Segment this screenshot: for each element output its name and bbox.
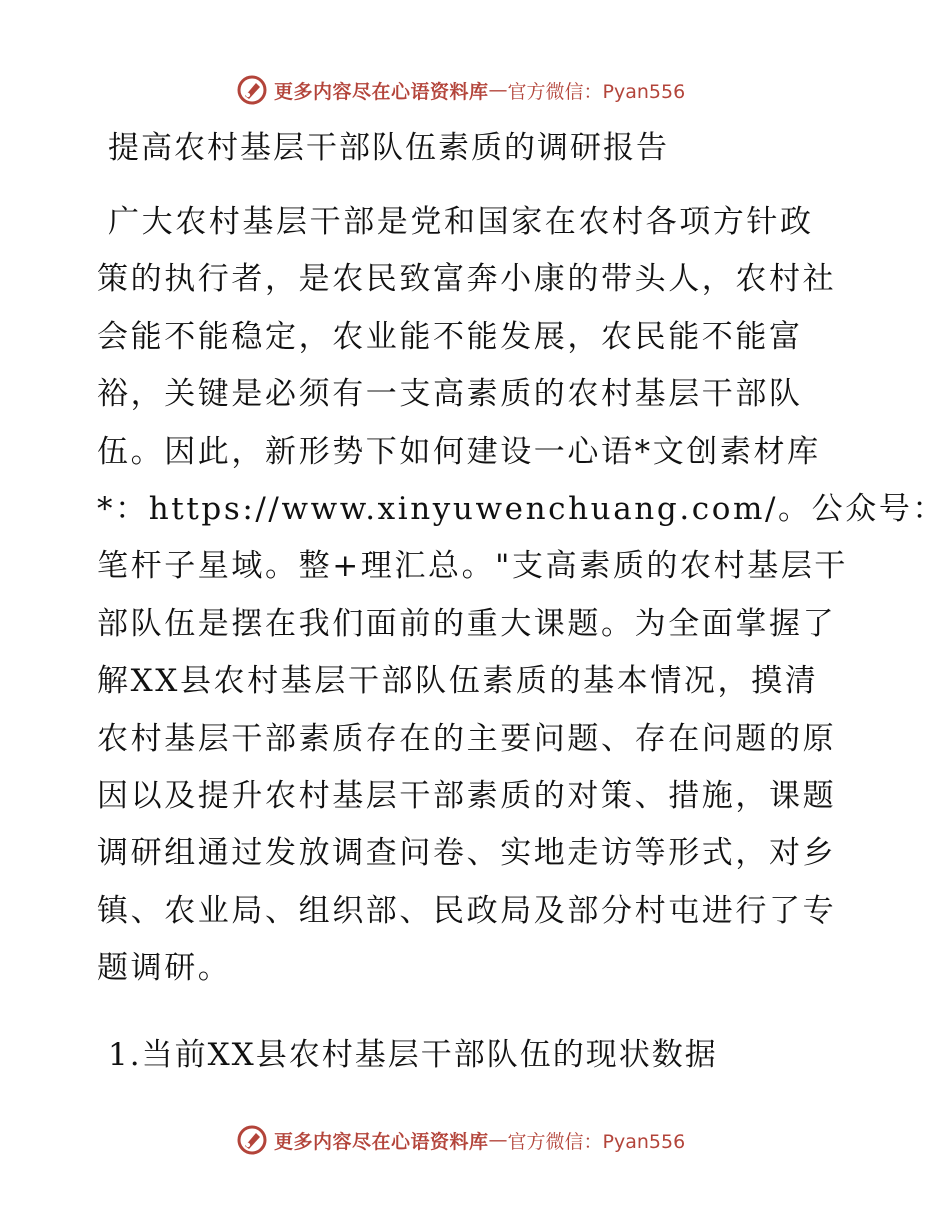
footer-wechat: 官方微信：Pyan556 [507, 1130, 686, 1153]
pen-circle-logo-icon [236, 74, 268, 106]
paragraph-line: 部队伍是摆在我们面前的重大课题。为全面掌握了 [97, 605, 837, 642]
footer-main-text: 更多内容尽在心语资料库 [274, 1130, 489, 1153]
pen-circle-logo-icon [236, 1124, 268, 1156]
body-paragraph [97, 194, 947, 997]
header-banner [236, 72, 685, 108]
paragraph-line: 农村基层干部素质存在的主要问题、存在问题的原 [97, 720, 837, 757]
paragraph-line: 调研组通过发放调查问卷、实地走访等形式，对乡 [97, 835, 837, 872]
paragraph-line: 广大农村基层干部是党和国家在农村各项方针政 [108, 204, 814, 240]
paragraph-line: 镇、农业局、组织部、民政局及部分村屯进行了专 [97, 892, 837, 929]
paragraph-line: 裕，关键是必须有一支高素质的农村基层干部队 [97, 376, 803, 413]
paragraph-line: 题调研。 [97, 950, 232, 987]
footer-separator: — [488, 1129, 508, 1151]
paragraph-line: 伍。因此，新形势下如何建设一心语*文创素材库 [97, 433, 821, 470]
paragraph-line: 策的执行者，是农民致富奔小康的带头人，农村社 [97, 261, 837, 298]
section-heading: 1.当前XX县农村基层干部队伍的现状数据 [108, 1037, 718, 1073]
paragraph-line: 笔杆子星域。整+理汇总。"支高素质的农村基层干 [97, 548, 849, 585]
paragraph-line: 解XX县农村基层干部队伍素质的基本情况，摸清 [97, 663, 819, 700]
header-separator: — [488, 79, 508, 101]
paragraph-line: 会能不能稳定，农业能不能发展，农民能不能富 [97, 318, 803, 355]
header-wechat: 官方微信：Pyan556 [507, 80, 686, 103]
header-main-text: 更多内容尽在心语资料库 [274, 80, 489, 103]
document-title: 提高农村基层干部队伍素质的调研报告 [108, 130, 669, 166]
paragraph-line: *：https://www.xinyuwenchuang.com/。公众号： [97, 490, 947, 527]
paragraph-line: 因以及提升农村基层干部素质的对策、措施，课题 [97, 777, 837, 814]
footer-banner [236, 1122, 685, 1158]
